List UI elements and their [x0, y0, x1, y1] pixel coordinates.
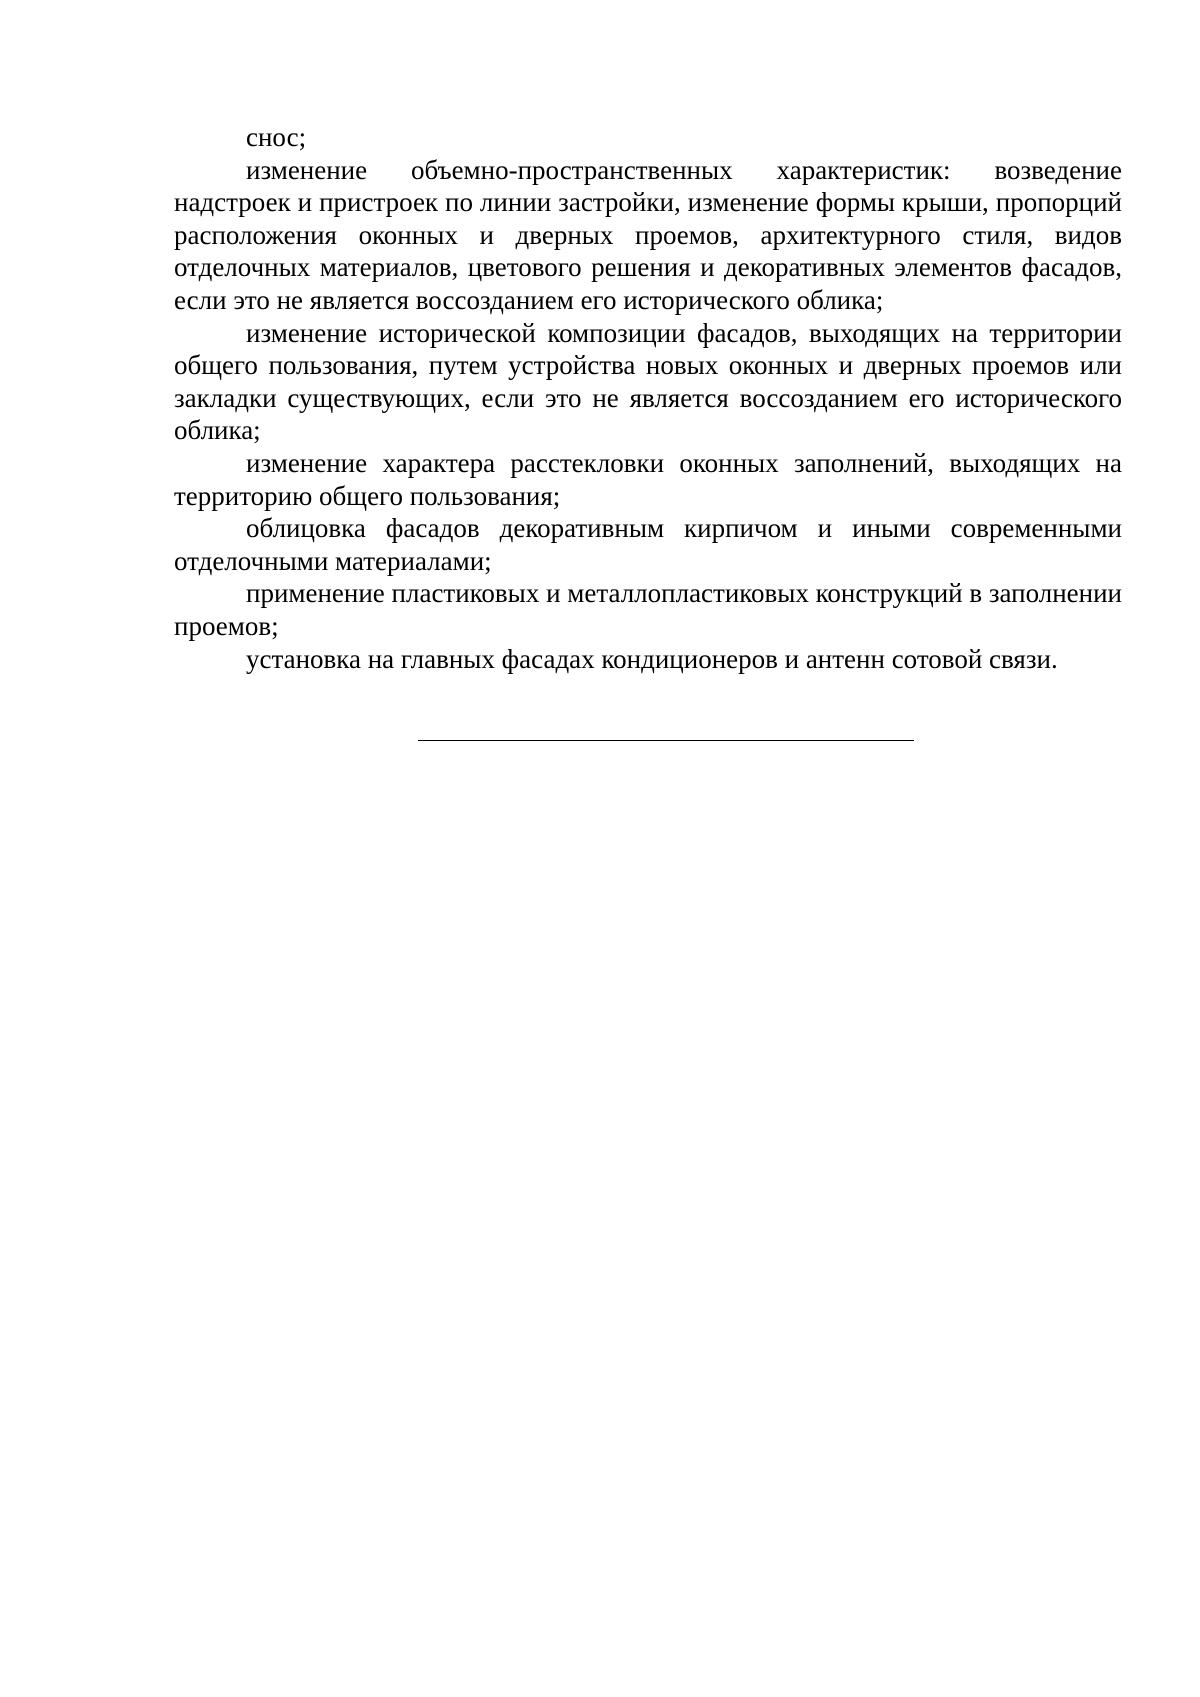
paragraph-facade-cladding: облицовка фасадов декоративным кирпичом и иными современными отделочными материалами; [174, 513, 1122, 576]
paragraph-air-conditioners-antennas: установка на главных фасадах кондиционеров и антенн сотовой связи. [246, 643, 1058, 674]
paragraph-facade-composition: изменение исторической композиции фасадов, выходящих на территории общего пользования, путем устройства новых оконных и дверных проемов или закладки существующих, если это не является воссозданием его исторического облика; [174, 317, 1122, 446]
paragraph-demolition: снос; [246, 122, 307, 152]
paragraph-volume-spatial-changes: изменение объемно-пространственных характеристик: возведение надстроек и пристроек по линии застройки, изменение формы крыши, пропорций расположения оконных и дверных проемов, архитектурного стиля, видов отделочных материалов, цветового решения и декоративных элементов фасадов, если это не является воссозданием его исторического облика; [174, 154, 1122, 315]
end-of-document-divider [418, 740, 914, 741]
document-body [174, 121, 1122, 675]
paragraph-window-glazing: изменение характера расстекловки оконных заполнений, выходящих на территорию общего пользования; [174, 447, 1122, 511]
paragraph-plastic-constructions: применение пластиковых и металлопластиковых конструкций в заполнении проемов; [174, 578, 1122, 641]
